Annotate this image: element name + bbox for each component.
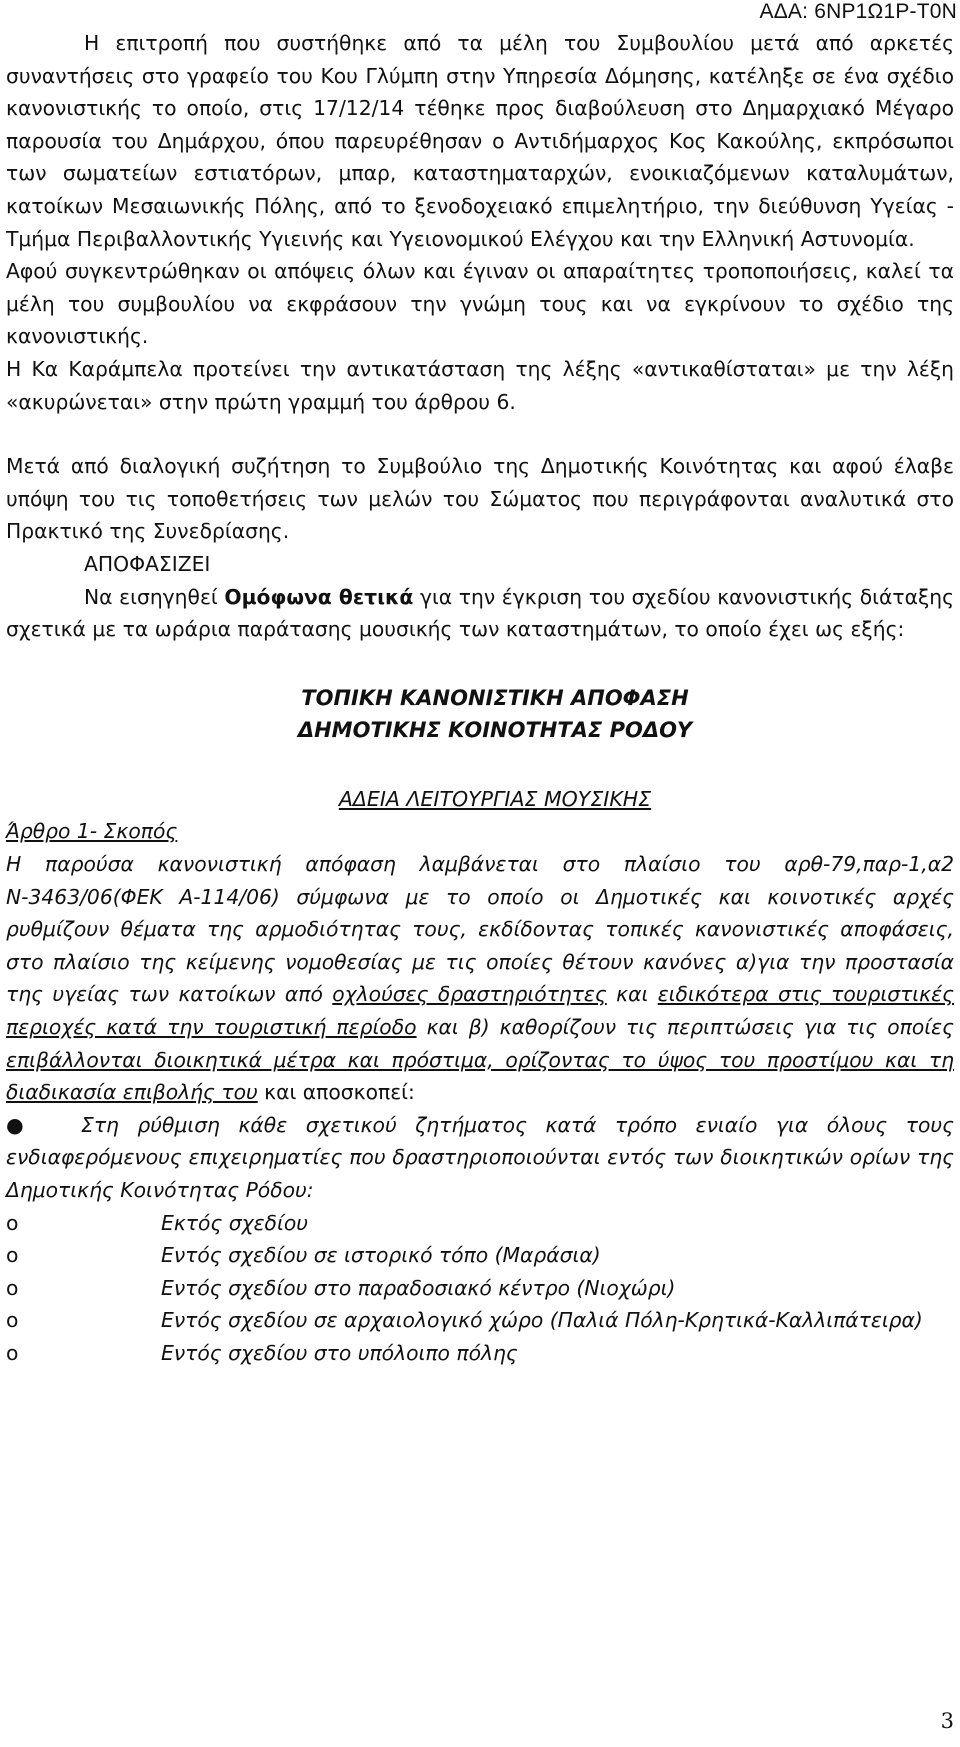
- article-text-1: Η παρούσα κανονιστική απόφαση λαμβάνεται στο πλαίσιο του αρθ-79,παρ-1,α2 Ν-3463/06(ΦΕΚ Α-114/06) σύμφωνα με το οποίο οι Δημοτικές και κοινοτικές αρχές ρυθμίζουν θέματα της αρμοδιότητας τους, εκδίδοντας τοπικές κανονιστικές αποφάσεις, στο πλαίσιο της κείμενης νομοθεσίας με τις οποίες θέτουν κανόνες α)για την προστασία της υγείας των κατοίκων από: [6, 852, 954, 1007]
- bullet-item: [6, 1109, 954, 1207]
- sub-item-3: [6, 1272, 954, 1305]
- sub-item-text: Εντός σχεδίου σε αρχαιολογικό χώρο (Παλιά Πόλη-Κρητικά-Καλλιπάτειρα): [161, 1308, 923, 1333]
- sub-item-marker: o: [6, 1243, 19, 1268]
- sub-item-text: Εντός σχεδίου σε ιστορικό τόπο (Μαράσια): [161, 1243, 601, 1268]
- article-1-paragraph: [6, 848, 954, 1109]
- article-underlined-1: οχλούσες δραστηριότητες: [332, 982, 607, 1007]
- bullet-icon: ●: [6, 1112, 24, 1137]
- resolution-text-before: Να εισηγηθεί: [84, 584, 225, 609]
- document-body: [6, 27, 954, 1370]
- intro-paragraph-3: Η Κα Καράμπελα προτείνει την αντικατάσταση της λέξης «αντικαθίσταται» με την λέξη «ακυρώνεται» στην πρώτη γραμμή του άρθρου 6.: [6, 356, 954, 414]
- sub-item-marker: o: [6, 1210, 19, 1235]
- sub-item-1: [6, 1207, 954, 1240]
- sub-item-2: [6, 1239, 954, 1272]
- intro-paragraph-1: Η επιτροπή που συστήθηκε από τα μέλη του Συμβουλίου μετά από αρκετές συναντήσεις στο γραφείο του Κου Γλύμπη στην Υπηρεσία Δόμησης, κατέληξε σε ένα σχέδιο κανονιστικής το οποίο, στις 17/12/14 τέθηκε προς διαβούλευση στο Δημαρχιακό Μέγαρο παρουσία του Δημάρχου, όπου παρευρέθησαν ο Αντιδήμαρχος Κος Κακούλης, εκπρόσωποι των σωματείων εστιατόρων, μπαρ, καταστηματαρχών, ενοικιαζόμενων καταλυμάτων, κατοίκων Μεσαιωνικής Πόλης, από το ξενοδοχειακό επιμελητήριο, την διεύθυνση Υγείας - Τμήμα Περιβαλλοντικής Υγιεινής και Υγειονομικού Ελέγχου και την Ελληνική Αστυνομία.: [6, 31, 954, 251]
- article-underlined-3: επιβάλλονται διοικητικά μέτρα και πρόστιμα, ορίζοντας το ύψος του προστίμου και τη διαδικασία επιβολής του: [6, 1047, 954, 1105]
- decision-heading: ΑΠΟΦΑΣΙΖΕΙ: [84, 551, 211, 576]
- article-underlined-2: ειδικότερα στις τουριστικές περιοχές κατά την τουριστική περίοδο: [6, 982, 954, 1040]
- decision-resolution: [6, 581, 954, 646]
- article-text-3: και β) καθορίζουν τις περιπτώσεις για τις οποίες: [416, 1015, 954, 1040]
- ada-code: ΑΔΑ: 6ΝΡ1Ω1Ρ-Τ0Ν: [759, 0, 957, 23]
- article-heading: Άρθρο 1- Σκοπός: [6, 819, 178, 844]
- decision-paragraph: Μετά από διαλογική συζήτηση το Συμβούλιο της Δημοτικής Κοινότητας και αφού έλαβε υπόψη του τις τοποθετήσεις των μελών του Σώματος που περιγράφονται αναλυτικά στο Πρακτικό της Συνεδρίασης.: [6, 454, 954, 544]
- regulation-title-1: ΤΟΠΙΚΗ ΚΑΝΟΝΙΣΤΙΚΗ ΑΠΟΦΑΣΗ: [301, 685, 689, 710]
- sub-item-marker: o: [6, 1308, 19, 1333]
- sub-item-4: [6, 1304, 954, 1337]
- bullet-text: Στη ρύθμιση κάθε σχετικού ζητήματος κατά τρόπο ενιαίο για όλους τους ενδιαφερόμενους επιχειρηματίες που δραστηριοποιούνται εντός των διοικητικών ορίων της Δημοτικής Κοινότητας Ρόδου:: [6, 1112, 954, 1202]
- regulation-subtitle: ΑΔΕΙΑ ΛΕΙΤΟΥΡΓΙΑΣ ΜΟΥΣΙΚΗΣ: [338, 786, 652, 811]
- sub-item-text: Εντός σχεδίου στο υπόλοιπο πόλης: [161, 1340, 518, 1365]
- intro-paragraph-2: Αφού συγκεντρώθηκαν οι απόψεις όλων και έγιναν οι απαραίτητες τροποποιήσεις, καλεί τα μέλη του συμβουλίου να εκφράσουν την γνώμη τους και να εγκρίνουν το σχέδιο της κανονιστικής.: [6, 259, 954, 349]
- sub-item-marker: o: [6, 1275, 19, 1300]
- article-text-4: και αποσκοπεί:: [257, 1080, 415, 1105]
- article-text-2: και: [606, 982, 658, 1007]
- resolution-bold: Ομόφωνα θετικά: [224, 584, 414, 609]
- resolution-text-after: για την έγκριση του σχεδίου κανονιστικής διάταξης σχετικά με τα ωράρια παράτασης μουσικής των καταστημάτων, το οποίο έχει ως εξής:: [6, 584, 955, 642]
- page-number: 3: [940, 1709, 954, 1733]
- sub-item-5: [6, 1337, 954, 1370]
- regulation-title-2: ΔΗΜΟΤΙΚΗΣ ΚΟΙΝΟΤΗΤΑΣ ΡΟΔΟΥ: [297, 718, 693, 743]
- sub-item-text: Εντός σχεδίου στο παραδοσιακό κέντρο (Νιοχώρι): [161, 1275, 676, 1300]
- sub-item-marker: o: [6, 1340, 19, 1365]
- sub-item-text: Εκτός σχεδίου: [161, 1210, 308, 1235]
